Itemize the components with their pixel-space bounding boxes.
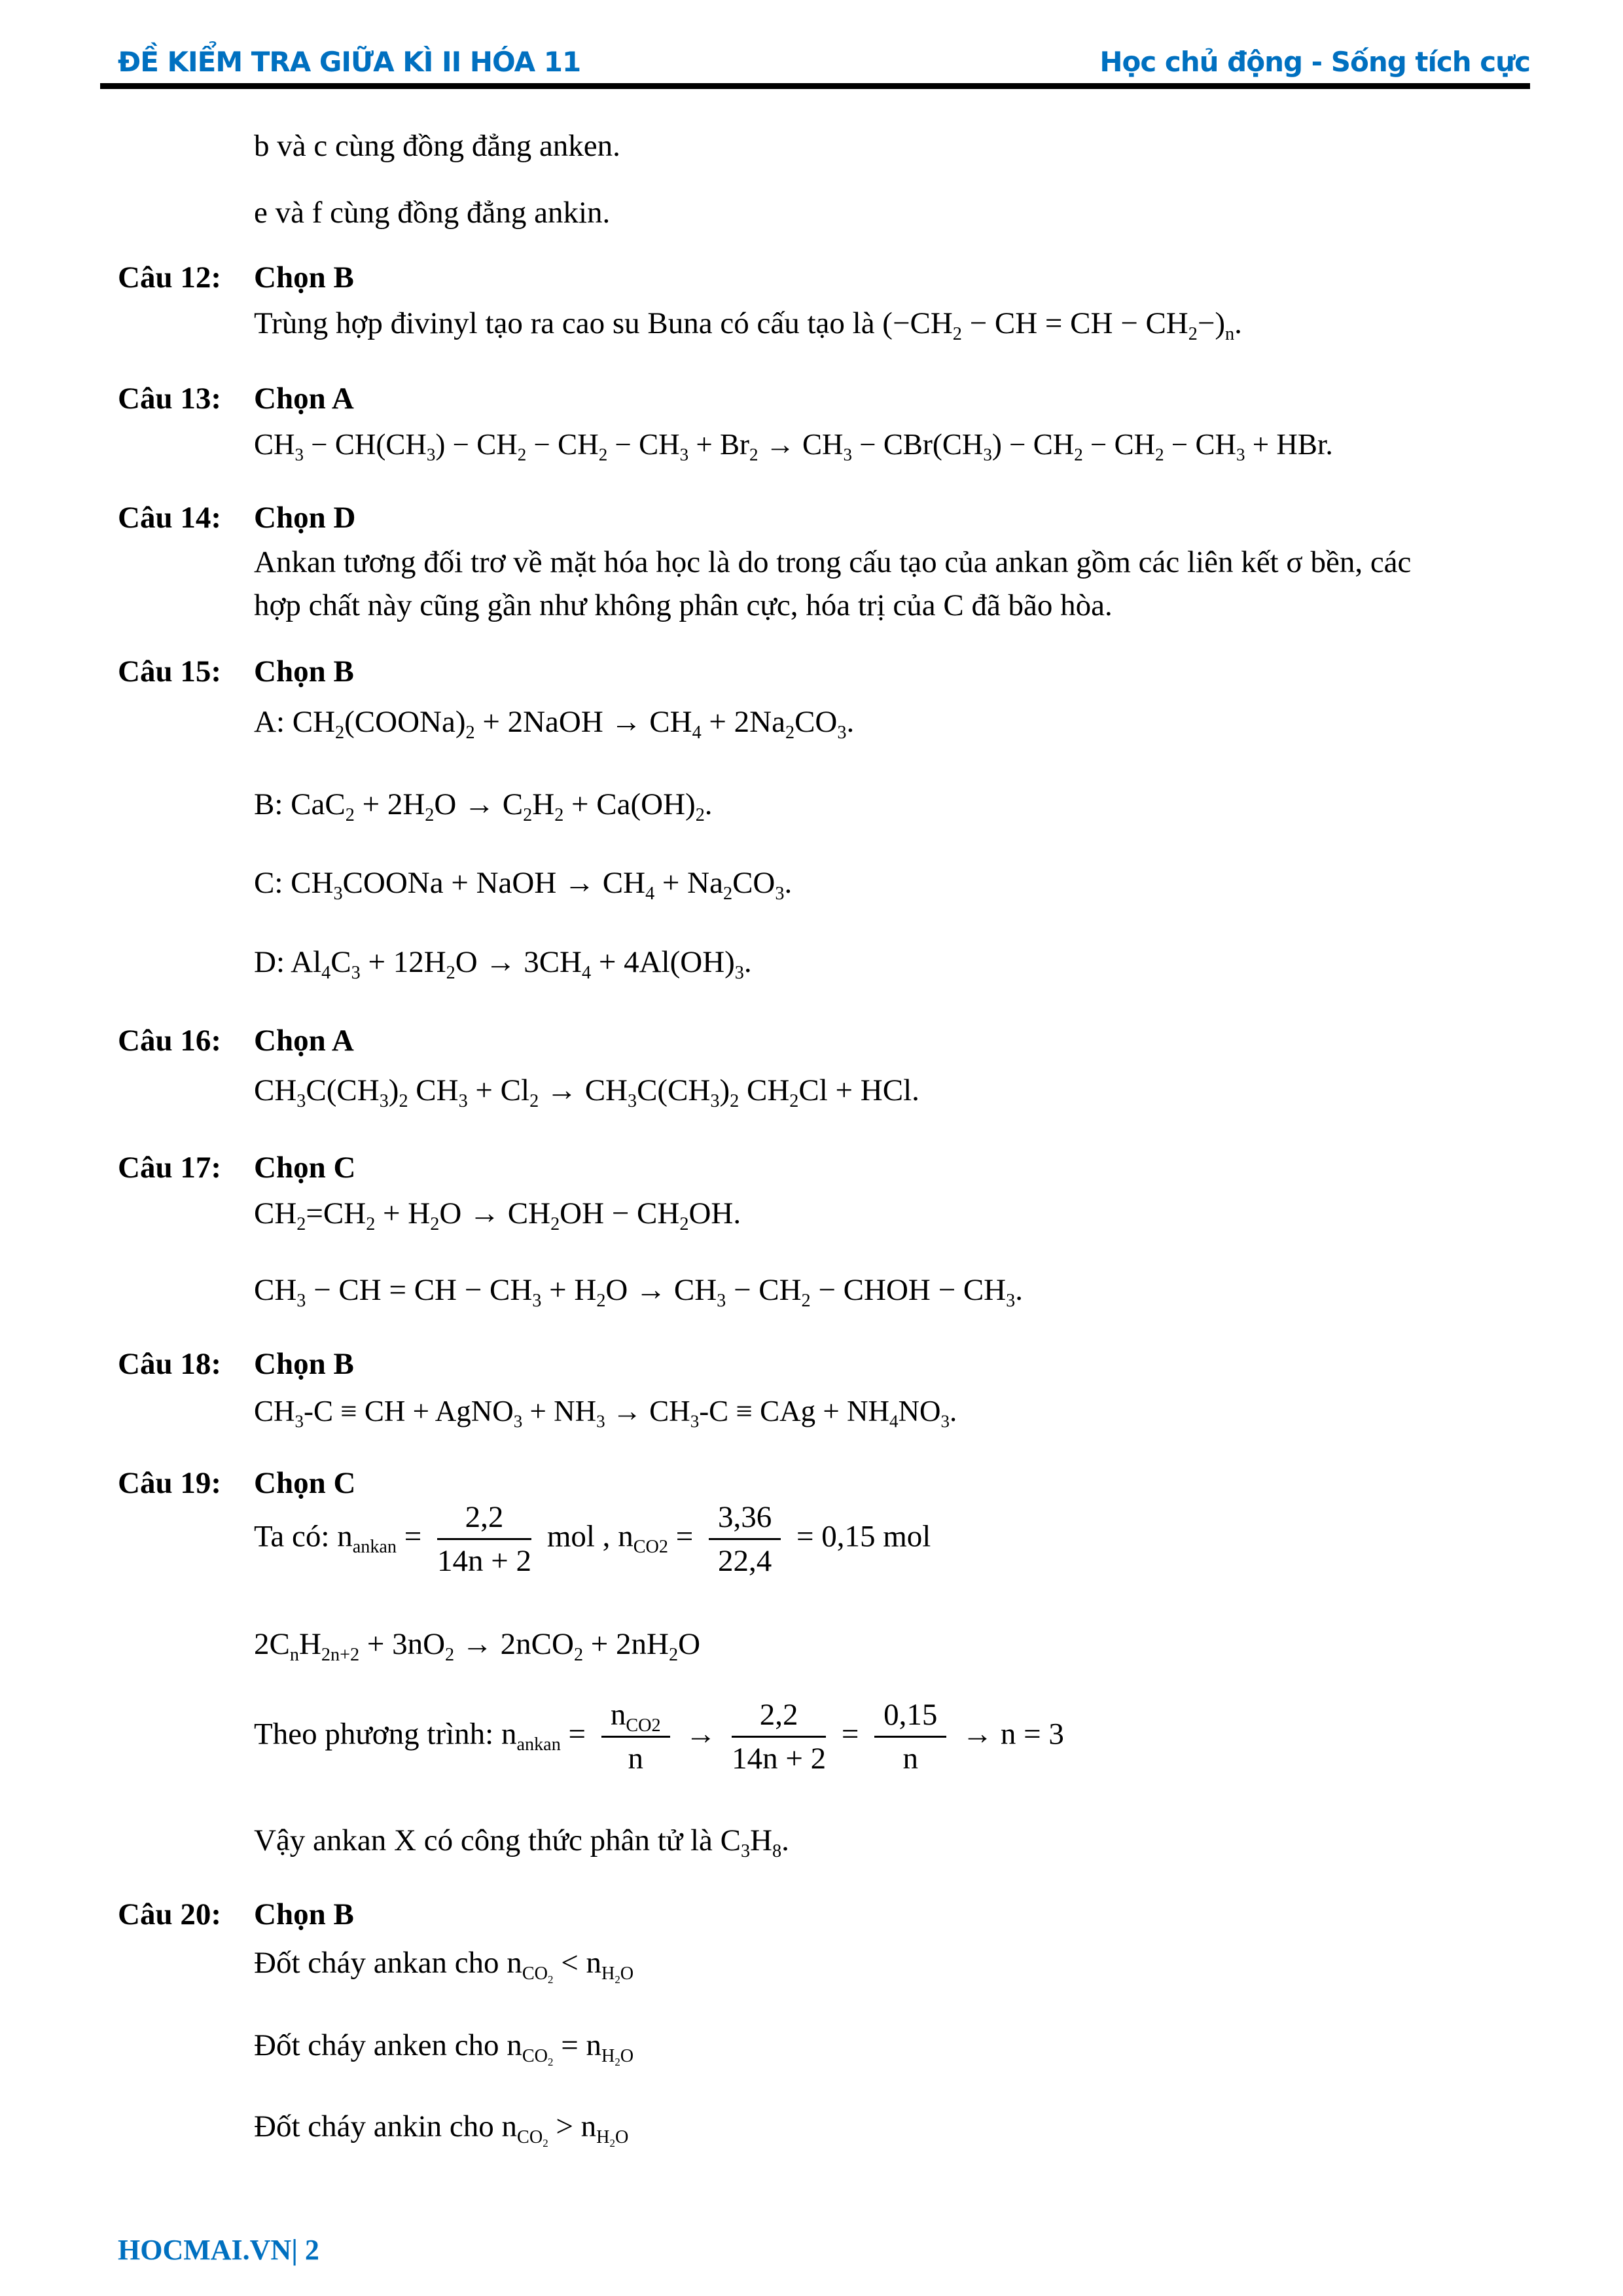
subscript: 3 [379,1090,389,1111]
answer-choice: Chọn A [254,382,354,416]
subscript: 2 [749,444,758,465]
subscript: 3 [532,1290,542,1311]
subscript: 3 [690,1411,700,1431]
subscript: H2O [596,2126,629,2149]
subscript: 3 [333,883,343,904]
subscript: 3 [294,444,304,465]
question-label: Câu 20: [118,1897,221,1931]
subscript: H2O [601,1963,634,1986]
question-label: Câu 15: [118,655,221,689]
subscript: 3 [717,1290,726,1311]
denominator: n [628,1742,643,1776]
equation: D: $Al_4C_3 + 12H_2O \to 3CH_4 + 4Al(OH)_3$. [254,945,752,983]
subscript: 2 [554,804,564,825]
subscript: 3 [596,1411,605,1431]
equation: $CH_3-C$ ≡ CH + AgNO$_3$ + $NH_3 \to CH_3-C$ ≡ CAg + $NH_4NO_3$. [254,1395,957,1431]
subscript: 3 [627,1090,637,1111]
subscript: 2 [695,804,705,825]
equation-derivation [254,1696,1064,1777]
subscript: 2 [445,1644,455,1665]
fraction [709,1499,781,1579]
header-rule [100,83,1530,89]
text: Theo phương trình: [254,1717,494,1751]
subscript: 4 [889,1411,899,1431]
subscript: 3 [513,1411,523,1431]
subscript: ankan [352,1537,397,1558]
subscript: 3 [741,1840,751,1861]
subscript: 2 [952,323,962,344]
answer-line: Đốt cháy anken cho $n_{CO_2} = n_{H_2O}$ [254,2028,634,2068]
subscript: 4 [321,962,331,983]
subscript: CO2 [626,1715,661,1736]
result: → n = 3 [962,1717,1064,1751]
denominator: 14n + 2 [437,1544,532,1578]
equation: C: $CH_3COONa$ + NaOH → $CH_4 + Na_2CO_3$. [254,866,793,904]
answer-choice: Chọn B [254,655,354,689]
denominator: n [902,1742,918,1776]
subscript: 2 [529,1090,539,1111]
subscript: 2 [679,1213,689,1234]
subscript: 2 [335,722,345,743]
text: Ta có: [254,1519,330,1554]
subscript: 2 [668,1644,679,1665]
slogan: Học chủ động - Sống tích cực [1099,46,1530,78]
question-label: Câu 12: [118,260,221,295]
subscript: 2 [425,804,435,825]
result: = 0,15 mol [796,1519,931,1554]
subscript: 2 [722,883,733,904]
subscript: 3 [940,1411,950,1431]
arrow: → [685,1717,717,1751]
subscript: CO2 [522,1963,554,1986]
intro-line: b và c cùng đồng đẳng anken. [254,129,620,163]
subscript: 3 [679,444,689,465]
subscript: 2 [730,1090,740,1111]
subscript: CO2 [517,2126,548,2149]
subscript: 2 [446,962,455,983]
subscript: 3 [843,444,852,465]
equation: $CH_3 - CH(CH_3) - CH_2 - CH_2 - CH_3 + Br_2 \to CH_3 - CBr(CH_3) - CH_2 - CH_2 - CH_3$ + HBr. [254,428,1333,465]
fraction [601,1696,670,1777]
question-label: Câu 18: [118,1347,221,1381]
subscript: 3 [837,722,847,743]
mole-calculation [254,1499,931,1579]
subscript: 3 [294,1411,304,1431]
subscript: 2 [573,1644,584,1665]
answer-choice: Chọn C [254,1151,356,1185]
document-title: ĐỀ KIỂM TRA GIỮA KÌ II HÓA 11 [118,46,581,78]
subscript: 3 [296,1090,306,1111]
answer-choice: Chọn C [254,1466,356,1500]
subscript: 3 [1236,444,1245,465]
intro-line: e và f cùng đồng đẳng ankin. [254,196,611,230]
equals: = [841,1717,859,1751]
subscript: 3 [775,883,785,904]
subscript: n [289,1644,299,1665]
equation: $2C_nH_{2n+2} + 3nO_2 \to 2nCO_2 + 2nH_2O$ [254,1627,701,1665]
text: mol , [546,1519,611,1554]
answer-line: hợp chất này cũng gần như không phân cực, hóa trị của C đã bão hòa. [254,588,1113,622]
conclusion: Vậy ankan X có công thức phân tử là $C_3H_8$. [254,1823,789,1861]
equals: = [675,1519,694,1554]
subscript: 2n+2 [321,1644,360,1665]
question-label: Câu 16: [118,1024,221,1058]
answer-line: Đốt cháy ankin cho $n_{CO_2} > n_{H_2O}$ [254,2109,629,2149]
denominator: 14n + 2 [732,1742,827,1776]
n-symbol: n [501,1717,517,1751]
equals: = [404,1519,422,1554]
subscript: 2 [550,1213,560,1234]
fraction [874,1696,946,1777]
subscript: n [1225,323,1235,344]
subscript: 2 [465,722,475,743]
subscript: ankan [516,1734,561,1755]
question-label: Câu 19: [118,1466,221,1500]
subscript: 2 [1074,444,1083,465]
subscript: 4 [582,962,592,983]
subscript: 2 [598,444,608,465]
question-label: Câu 13: [118,382,221,416]
subscript: CO2 [522,2045,554,2068]
answer-line: Ankan tương đối trơ về mặt hóa học là do trong cấu tạo của ankan gồm các liên kết σ bền, các [254,545,1412,579]
n-symbol: n [618,1519,633,1554]
answer-choice: Chọn B [254,1347,354,1381]
subscript: 3 [710,1090,720,1111]
numerator: 0,15 [874,1696,946,1738]
equation: B: $CaC_2 + 2H_2O \to C_2H_2 + Ca(OH)_2$. [254,787,713,825]
subscript: 3 [458,1090,468,1111]
subscript: 4 [645,883,655,904]
numerator [601,1696,670,1738]
subscript: 2 [785,722,795,743]
n-symbol: n [337,1519,353,1554]
subscript: 2 [366,1213,376,1234]
answer-choice: Chọn A [254,1024,354,1058]
answer-choice: Chọn B [254,1897,354,1931]
equation: $CH_2=CH_2 + H_2O \to CH_2OH - CH_2OH$. [254,1196,741,1234]
subscript: 3 [351,962,361,983]
fraction [437,1499,531,1579]
subscript: 2 [1188,323,1198,344]
subscript: H2O [601,2045,634,2068]
footer-page-number: HOCMAI.VN| 2 [118,2234,319,2266]
subscript: 3 [734,962,744,983]
subscript: 2 [523,804,533,825]
subscript: 2 [430,1213,440,1234]
question-label: Câu 14: [118,501,221,535]
subscript: 2 [1155,444,1164,465]
subscript: 2 [296,1213,306,1234]
equation: $CH_3C(CH_3)_2$ $CH_3 + Cl_2 \to CH_3C(CH_3)_2$ $CH_2Cl$ + HCl. [254,1073,919,1111]
answer-choice: Chọn D [254,501,356,535]
numerator: 3,36 [709,1499,781,1540]
subscript: 8 [772,1840,782,1861]
subscript: 3 [296,1290,306,1311]
denominator: 22,4 [717,1544,772,1578]
question-label: Câu 17: [118,1151,221,1185]
subscript: 2 [345,804,355,825]
subscript: 3 [1006,1290,1016,1311]
subscript: 3 [983,444,992,465]
subscript: 2 [801,1290,811,1311]
numerator: 2,2 [437,1499,531,1540]
subscript: 2 [789,1090,799,1111]
numerator: 2,2 [732,1696,826,1738]
subscript: 3 [426,444,436,465]
answer-line: Trùng hợp đivinyl tạo ra cao su Buna có cấu tạo là ($-CH_2$ − CH = CH − $CH_2-)_n$. [254,306,1242,344]
fraction [732,1696,826,1777]
equation: $CH_3$ − CH = CH − $CH_3 + H_2O \to CH_3 - CH_2$ − CHOH − $CH_3$. [254,1273,1023,1311]
subscript: 2 [517,444,527,465]
subscript: 4 [692,722,702,743]
subscript: 2 [399,1090,408,1111]
subscript: CO2 [633,1537,668,1558]
equation: A: $CH_2(COONa)_2$ + 2NaOH → $CH_4 + 2Na_2CO_3$. [254,705,855,743]
n-symbol: n [610,1698,626,1732]
subscript: 2 [596,1290,606,1311]
answer-choice: Chọn B [254,260,354,295]
answer-line: Đốt cháy ankan cho $n_{CO_2} < n_{H_2O}$ [254,1946,634,1986]
equals: = [568,1717,586,1751]
